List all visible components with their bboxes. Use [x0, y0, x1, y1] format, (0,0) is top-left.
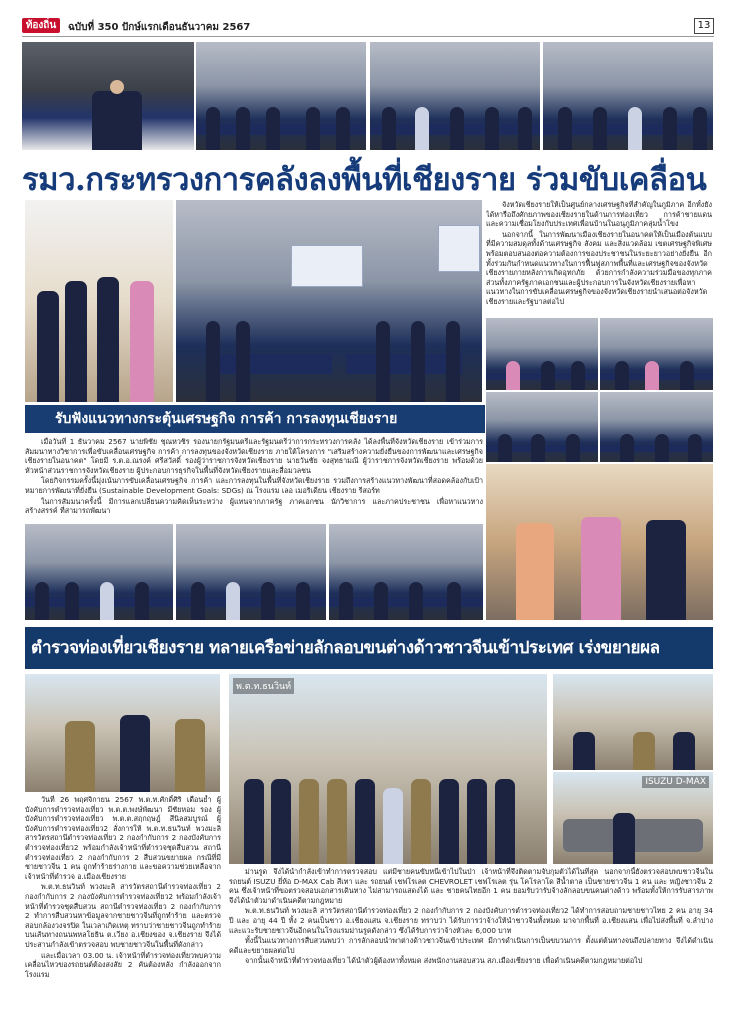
- photo-audience-1: [486, 392, 598, 462]
- photo-meeting-attendees: [543, 42, 713, 150]
- photo-interview-room: [553, 674, 713, 770]
- story1-right-paragraph: นอกจากนี้ ในการพัฒนาเมืองเชียงรายในอนาคตให้เป็นเมืองต้นแบบที่มีความสมดุลทั้งด้านเศรษฐกิจ สังคม และสิ่งแวดล้อม เขตเศรษฐกิจพิเศษ พร้อมตอบสนองต่อความต้องการของประชาชนในระยะยาวอย่างยั่งยืน อีกทั้งร่วมกันกำหนดแนวทางในการฟื้นฟูสภาพพื้นที่และเศรษฐกิจของจังหวัดเชียงรายภายหลังการเกิดอุทกภัย ด้วยการกำลังความร่วมมือของทุกภาคส่วนทั้งภาครัฐภาคเอกชนและผู้ประกอบการในจังหวัดเชียงรายเพื่อหาแนวทางในการขับเคลื่อนเศรษฐกิจของจังหวัดเชียงรายนำเสนอต่อจังหวัดเชียงรายและรัฐบาลต่อไป: [486, 229, 712, 306]
- story2-paragraph: พ.ต.ท.ธนวินท์ พวงมะลิ สารวัตรสถานีตำรวจท่องเที่ยว 2 กองกำกับการ 2 กองบังคับการตำรวจท่องเที่ยว2 ได้ทำการสอบถามชายชาวไทย 2 คน อายุ 34 ปี และ อายุ 44 ปี ทั้ง 2 คนเป็นชาว อ.เชียงแสน จ.เชียงราย ทราบว่า ได้รับการว่าจ้างให้นำชาวจีนทั้งหมด มาจากพื้นที่ อ.เชียงแสน เพื่อไปส่งพื้นที่ จ.ลำปาง และแวะรับชายชาวจีนอีกคนในโรงแรมม่านรูดดังกล่าว ซึ่งได้รับการว่าจ้างหัวละ 6,000 บาท: [229, 906, 713, 935]
- story2-paragraph: วันที่ 26 พฤศจิกายน 2567 พ.ต.ท.ศักดิ์ศิริ เดือนย้ำ ผู้บังคับการตำรวจท่องเที่ยว พ.ต.ต.พงษ์พัฒนา มีชัยหอม รอง ผู้บังคับการตำรวจท่องเที่ยว พ.ต.ต.สฤกฤษฎ์ สีนิลสมบูรณ์ ผู้บังคับการตำรวจท่องเที่ยว2 สั่งการให้ พ.ต.ท.ธนวินท์ พวงมะลิ สารวัตรสถานีตำรวจท่องเที่ยว 2 กองกำกับการ 2 กองบังคับการตำรวจท่องเที่ยว2 พร้อมกำลังเจ้าหน้าที่ตำรวจชุดสืบสวน สถานีตำรวจท่องเที่ยว 2 กองกำกับการ 2 สืบสวนขยายผล กรณีที่มีชายชาวจีน 1 คน ถูกทำร้ายร่างกาย และขอความช่วยเหลือจากเจ้าหน้าที่ตำรวจ อ.เมืองเชียงราย: [25, 795, 221, 881]
- page-number: 13: [694, 18, 714, 34]
- story2-paragraph: ทั้งนี้ในแนวทางการสืบสวนพบว่า การลักลอบนำพาต่างด้าวชาวจีนเข้าประเทศ มีการดำเนินการเป็นขบวนการ ตั้งแต่ต้นทางจนถึงปลายทาง จึงได้ดำเนินคดีและขยายผลต่อไป: [229, 936, 713, 955]
- story1-right-column: [486, 200, 712, 316]
- story1-paragraph: เมื่อวันที่ 1 ธันวาคม 2567 นายพิชัย ชุณหวชิร รองนายกรัฐมนตรีและรัฐมนตรีว่าการกระทรวงการคลัง ได้ลงพื้นที่จังหวัดเชียงราย เข้าร่วมการสัมมนาทางวิชาการเพื่อขับเคลื่อนเศรษฐกิจ การค้า การลงทุนของจังหวัดเชียงราย ภายใต้โครงการ "เสริมสร้างความยั่งยืนของการพัฒนาและเศรษฐกิจเชียงรายในอนาคต" โดยมี ร.ต.อ.ณรงค์ ศรีสวัสดิ์ รองผู้ว่าราชการจังหวัดเชียงราย นายวันชัย จงสุทธามณี ผู้ว่าราชการจังหวัดเชียงราย พร้อมด้วยหัวหน้าส่วนราชการจังหวัดเชียงราย ผู้ประกอบการธุรกิจในพื้นที่จังหวัดเชียงรายและสื่อมวลชน: [25, 437, 483, 475]
- photo-arrest-group: [229, 674, 547, 864]
- photo-audience-row-2: [176, 524, 326, 620]
- photo-police-questioning: [25, 674, 220, 792]
- photo-officials-at-table: [370, 42, 540, 150]
- photo-gift-handover: [486, 464, 713, 620]
- photo-suspect-vehicle: [553, 772, 713, 864]
- story1-body: [25, 437, 483, 523]
- story2-headline: ตำรวจท่องเที่ยวเชียงราย ทลายเครือข่ายลักลอบขนต่างด้าวชาวจีนเข้าประเทศ เร่งขยายผล: [25, 627, 713, 669]
- story2-paragraph: พ.ต.ท.ธนวินท์ พวงมะลิ สารวัตรสถานีตำรวจท่องเที่ยว 2 กองกำกับการ 2 กองบังคับการตำรวจท่องเที่ยว2 พร้อมกำลังเจ้าหน้าที่ตำรวจชุดสืบสวน สถานีตำรวจท่องเที่ยว 2 กองกำกับการ 2 ทำการสืบสวนหาข้อมูลจากชายชาวจีนที่ถูกทำร้าย และตรวจสอบกล้องวงจรปิด ในเวลาเกิดเหตุ ทราบว่าชายชาวจีนถูกทำร้าย บนเส้นทางถนนพหลโยธิน ต.เวียง อ.เชียงของ จ.เชียงราย จึงได้ประสานกำลังเข้าตรวจสอบ พบชายชาวจีนในพื้นที่ดังกล่าว: [25, 882, 221, 949]
- photo-audience-row-3: [329, 524, 483, 620]
- story1-right-paragraph: จังหวัดเชียงรายให้เป็นศูนย์กลางเศรษฐกิจที่สำคัญในภูมิภาค อีกทั้งยังได้หารือถึงศักยภาพของเชียงรายในด้านการท่องเที่ยว การค้าชายแดน และความเชื่อมโยงกับประเทศเพื่อนบ้านในอนุภูมิภาคลุ่มน้ำโขง: [486, 200, 712, 229]
- photo-panel-discussion: [600, 318, 713, 390]
- photo-group-portrait: [25, 200, 173, 402]
- story2-paragraph: ม่านรูด จึงได้นำกำลังเข้าทำการตรวจสอบ แต่มีชายคนขับหนีเข้าไปในป่า เจ้าหน้าที่จึงติดตามจับกุมตัวได้ในที่สุด นอกจากนี้ยังตรวจสอบพบชาวจีนในรถยนต์ ISUZU ยี่ห้อ D-MAX Cab สีเทา และ รถยนต์ เชฟโรเลต CHEVROLET เชฟโรเลต รุ่น โคโรลาโด สีน้ำตาล เป็นชายชาวจีน 1 คน และ หญิงชาวจีน 2 คน ซึ่งเจ้าหน้าที่ขอตรวจสอบเอกสารเดินทาง ไม่สามารถแสดงได้ และ ชายคนไทยอีก 1 คน ยอมรับว่ารับจ้างลักลอบขนคนต่างด้าว พร้อมทั้งให้การรับสารภาพ จึงได้นำตัวมาดำเนินคดีตามกฎหมาย: [229, 867, 713, 905]
- photo-panel-speakers: [486, 318, 598, 390]
- photo-caption-sticker: ISUZU D-MAX: [642, 776, 709, 788]
- issue-line: ฉบับที่ 350 ปักษ์แรกเดือนธันวาคม 2567: [68, 22, 251, 33]
- photo-audience-2: [600, 392, 713, 462]
- story2-paragraph: และเมื่อเวลา 03.00 น. เจ้าหน้าที่ตำรวจท่องเที่ยวพบความเคลื่อนไหวของรถยนต์ต้องสงสัย 2 คันต้องหลัง กำลังออกจากโรงแรม: [25, 950, 221, 979]
- photo-seminar-hall: [176, 200, 482, 402]
- publication-logo: ท้องถิ่น: [22, 18, 60, 33]
- story1-paragraph: โดยกิจกรรมครั้งนี้มุ่งเน้นการขับเคลื่อนเศรษฐกิจ การค้า และการลงทุนในพื้นที่จังหวัดเชียงราย รวมถึงการสร้างแนวทางพัฒนาที่สอดคล้องกับเป้าหมายการพัฒนาที่ยั่งยืน (Sustainable Development Goals: SDGs) ณ โรงแรม เลอ เมอริเดียน เชียงราย รีสอร์ท: [25, 476, 483, 495]
- page-header: [22, 18, 714, 37]
- photo-minister-speaking: [22, 42, 194, 150]
- story1-subheadline: รับฟังแนวทางกระตุ้นเศรษฐกิจ การค้า การลงทุนเชียงราย: [25, 405, 485, 433]
- story2-right-text: [229, 867, 713, 1015]
- story2-paragraph: จากนั้นเจ้าหน้าที่ตำรวจท่องเที่ยว ได้นำตัวผู้ต้องหาทั้งหมด ส่งพนักงานสอบสวน สภ.เมืองเชียงราย เพื่อดำเนินคดีตามกฎหมายต่อไป: [245, 956, 643, 966]
- photo-audience-row-1: [25, 524, 173, 620]
- story1-headline: รมว.กระทรวงการคลังลงพื้นที่เชียงราย ร่วมขับเคลื่อน: [22, 162, 707, 198]
- photo-caption-sticker: พ.ต.ท.ธนวินท์: [233, 678, 294, 694]
- story2-left-column: [25, 795, 221, 1015]
- photo-seminar-room: [196, 42, 366, 150]
- story1-paragraph: ในการสัมมนาครั้งนี้ มีการแลกเปลี่ยนความคิดเห็นระหว่าง ผู้แทนจากภาครัฐ ภาคเอกชน นักวิชาการ และภาคประชาชน เพื่อหาแนวทางสร้างสรรค์ ที่สามารถพัฒนา: [25, 496, 483, 516]
